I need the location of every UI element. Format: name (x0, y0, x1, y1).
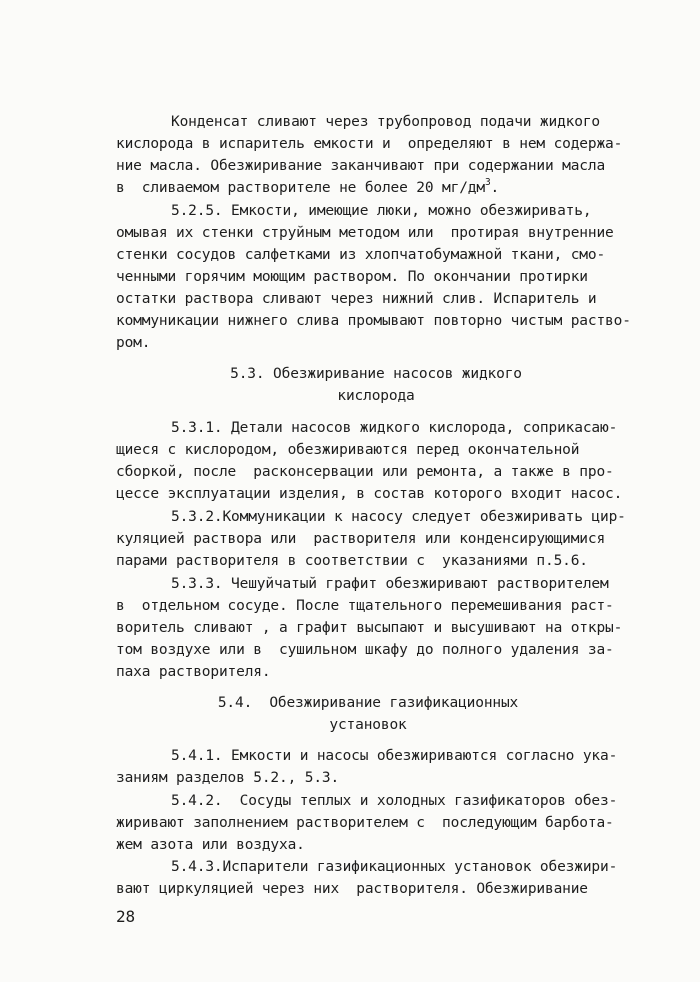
text-line: парами растворителя в соответствии с указаниями п.5.6. (116, 553, 588, 569)
text-line: остатки раствора сливают через нижний слив. Испаритель и (116, 291, 597, 307)
text-line: в отдельном сосуде. После тщательного перемешивания раст- (116, 598, 614, 614)
text-line: 5.4.2. Сосуды теплых и холодных газификаторов обез- (171, 793, 618, 809)
text-line: ние масла. Обезжиривание заканчивают при содержании масла (116, 158, 606, 174)
text-line: том воздухе или в сушильном шкафу до полного удаления за- (116, 642, 614, 658)
text-line: омывая их стенки струйным методом или протирая внутренние (116, 225, 614, 241)
heading-line: кислорода (337, 388, 415, 404)
text-line: коммуникации нижнего слива промывают повторно чистым раство- (116, 313, 631, 329)
text-line: Конденсат сливают через трубопровод подачи жидкого (171, 114, 600, 130)
text-line: 5.4.3.Испарители газификационных установок обезжири- (171, 859, 618, 875)
text-line-with-superscript (116, 178, 499, 198)
text-line: жиривают заполнением растворителем с последующим барбота- (116, 815, 614, 831)
text-line: ром. (116, 335, 151, 351)
section-heading (0, 693, 700, 713)
text-line: 5.3.3. Чешуйчатый графит обезжиривают растворителем (171, 576, 609, 592)
section-heading (0, 715, 700, 735)
page-number: 28 (116, 907, 135, 926)
text-line: воритель сливают , а графит высыпают и высушивают на откры- (116, 620, 623, 636)
text-line: 5.2.5. Емкости, имеющие люки, можно обезжиривать, (171, 203, 592, 219)
heading-line: 5.3. Обезжиривание насосов жидкого (230, 366, 522, 382)
text-line: 5.3.2.Коммуникации к насосу следует обезжиривать цир- (171, 509, 626, 525)
text-line: заниям разделов 5.2., 5.3. (116, 770, 340, 786)
text-line: щиеся с кислородом, обезжириваются перед окончательной (116, 442, 580, 458)
text-line: сборкой, после расконсервации или ремонта, а также в про- (116, 464, 614, 480)
heading-line: установок (329, 717, 407, 733)
section-heading (0, 386, 700, 406)
section-heading (0, 364, 700, 384)
text-segment: в сливаемом растворителе не более 20 мг/дм (116, 180, 485, 196)
text-line: паха растворителя. (116, 664, 271, 680)
text-line: 5.4.1. Емкости и насосы обезжириваются согласно ука- (171, 748, 618, 764)
text-line: стенки сосудов салфетками из хлопчатобумажной ткани, смо- (116, 247, 606, 263)
text-line: куляцией раствора или растворителя или конденсирующимися (116, 531, 606, 547)
heading-line: 5.4. Обезжиривание газификационных (217, 695, 519, 711)
text-line: 5.3.1. Детали насосов жидкого кислорода, соприкасаю- (171, 420, 618, 436)
text-line: кислорода в испаритель емкости и определяют в нем содержа- (116, 136, 623, 152)
superscript: 3 (484, 177, 491, 188)
text-line: жем азота или воздуха. (116, 837, 305, 853)
text-segment: . (490, 180, 500, 196)
text-line: ченными горячим моющим раствором. По окончании протирки (116, 269, 588, 285)
text-line: цессе эксплуатации изделия, в состав которого входит насос. (116, 486, 623, 502)
text-line: вают циркуляцией через них растворителя. Обезжиривание (116, 881, 588, 897)
